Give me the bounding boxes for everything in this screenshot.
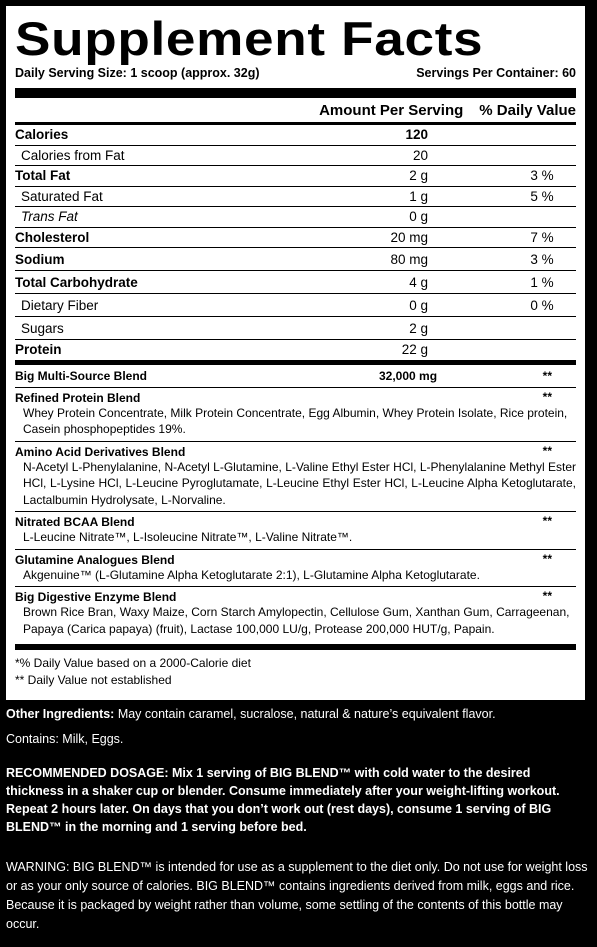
column-header	[15, 98, 576, 125]
big-blend-value: 32,000 mg	[379, 368, 438, 383]
blend-item: Amino Acid Derivatives Blend ** N-Acetyl L-Phenylalanine, N-Acetyl L-Glutamine, L-Valine Ethyl Ester HCl, L-Phenylalanine Methyl Ester HCl, L-Lysine HCl, L-Leucine Pyroglutamate, L-Leucine Ethyl Ester HCl, L-Leucine Alpha Ketoglutarate, Lactalbumin Hydrolysate, L-Norvaline.	[15, 442, 576, 513]
nutrient-row: Saturated Fat 1 g 5 %	[15, 187, 576, 208]
servings-per-container: Servings Per Container: 60	[416, 66, 576, 80]
blend-item: Glutamine Analogues Blend ** Akgenuine™ (L-Glutamine Alpha Ketoglutarate 2:1), L-Glutamine Alpha Ketoglutarate.	[15, 550, 576, 588]
big-blend-name: Big Multi-Source Blend	[15, 368, 147, 383]
nutrient-row: Total Fat 2 g 3 %	[15, 166, 576, 187]
serving-info	[15, 66, 576, 80]
amount-header: Amount Per Serving	[319, 101, 464, 119]
nutrient-row: Calories from Fat 20	[15, 146, 576, 167]
other-ingredients-text: May contain caramel, sucralose, natural & nature’s equivalent flavor.	[114, 707, 496, 721]
panel-title: Supplement Facts	[15, 12, 484, 65]
thick-divider	[15, 644, 576, 650]
warning-text: WARNING: BIG BLEND™ is intended for use as a supplement to the diet only. Do not use for weight loss or as your only source of calories. BIG BLEND™ contains ingredients derived from milk, eggs and rice. Because it is packaged by weight rather than volume, some settling of the contents of this bottle may occur.	[6, 860, 588, 931]
footnote: ** Daily Value not established	[15, 673, 172, 687]
nutrient-row: Trans Fat 0 g	[15, 207, 576, 228]
footnote: *% Daily Value based on a 2000-Calorie diet	[15, 656, 251, 670]
nutrient-row: Cholesterol 20 mg 7 %	[15, 228, 576, 249]
nutrient-row: Total Carbohydrate 4 g 1 %	[15, 271, 576, 294]
nutrient-row: Sodium 80 mg 3 %	[15, 248, 576, 271]
other-ingredients-label: Other Ingredients:	[6, 707, 115, 721]
footnotes	[15, 655, 576, 689]
other-ingredients	[6, 705, 591, 724]
nutrient-row: Dietary Fiber 0 g 0 %	[15, 294, 576, 317]
dv-header: % Daily Value	[479, 101, 576, 119]
serving-size: Daily Serving Size: 1 scoop (approx. 32g)	[15, 66, 260, 80]
recommended-dosage: RECOMMENDED DOSAGE: Mix 1 serving of BIG BLEND™ with cold water to the desired thickness in a shaker cup or blender. Consume immediately after your weight-lifting workout. Repeat 2 hours later. On days that you don’t work out (rest days), consume 1 serving of BIG BLEND™ in the morning and 1 serving before bed.	[6, 766, 560, 834]
nutrient-row: Sugars 2 g	[15, 317, 576, 340]
blend-item: Nitrated BCAA Blend ** L-Leucine Nitrate™, L-Isoleucine Nitrate™, L-Valine Nitrate™.	[15, 512, 576, 550]
nutrient-row: Calories 120	[15, 125, 576, 146]
supplement-facts-panel	[6, 6, 585, 700]
contains-text: Contains: Milk, Eggs.	[6, 732, 124, 746]
big-blend-dv: **	[542, 368, 552, 383]
thick-divider	[15, 88, 576, 98]
nutrient-row: Protein 22 g	[15, 340, 576, 365]
blend-item: Big Digestive Enzyme Blend ** Brown Rice Bran, Waxy Maize, Corn Starch Amylopectin, Cellulose Gum, Xanthan Gum, Carrageenan, Papaya (Carica papaya) (fruit), Lactase 100,000 LU/g, Protease 200,000 HUT/g, Papain.	[15, 589, 570, 636]
big-blend-row	[15, 365, 576, 388]
blend-item: Refined Protein Blend ** Whey Protein Concentrate, Milk Protein Concentrate, Egg Albumin, Whey Protein Isolate, Rice protein, Casein phosphopeptides 19%.	[15, 388, 576, 442]
